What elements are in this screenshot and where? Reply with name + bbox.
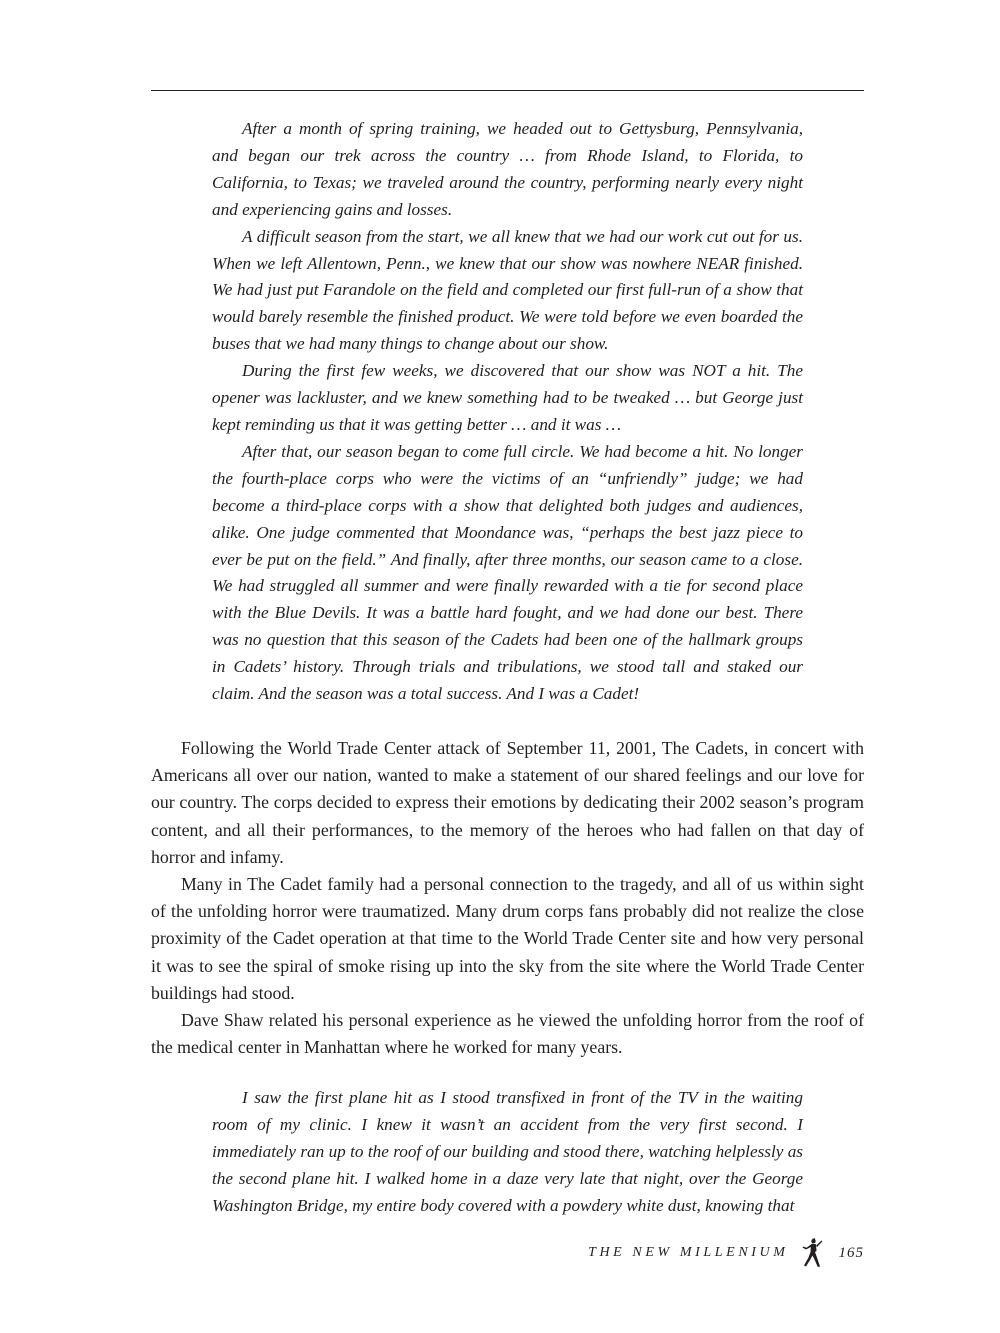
- page-number: 165: [838, 1244, 864, 1261]
- quote-paragraph: A difficult season from the start, we all knew that we had our work cut out for us. When we left Allentown, Penn., we knew that our show was nowhere NEAR finished. We had just put Farandole on the field and completed our first full-run of a show that would barely resemble the finished product. We were told before we even boarded the buses that we had many things to change about our show.: [212, 226, 803, 354]
- quote-paragraph: After a month of spring training, we headed out to Gettysburg, Pennsylvania, and began our trek across the country … from Rhode Island, to Florida, to California, to Texas; we traveled around the country, performing nearly every night and experiencing gains and losses.: [212, 119, 803, 219]
- body-paragraph: Many in The Cadet family had a personal connection to the tragedy, and all of us within sight of the unfolding horror were traumatized. Many drum corps fans probably did not realize the close proximity of the Cadet operation at that time to the World Trade Center site and how very personal it was to see the spiral of smoke rising up into the sky from the site where the World Trade Center buildings had stood.: [151, 874, 864, 1003]
- quote-paragraph: During the first few weeks, we discovered that our show was NOT a hit. The opener was lackluster, and we knew something had to be tweaked … but George just kept reminding us that it was getting better … and it was …: [212, 361, 803, 434]
- block-quote-dave-shaw: [212, 1085, 803, 1220]
- running-head: THE NEW MILLENIUM: [588, 1245, 789, 1260]
- body-paragraph: Dave Shaw related his personal experience as he viewed the unfolding horror from the roof of the medical center in Manhattan where he worked for many years.: [151, 1010, 864, 1058]
- block-quote-cadet-memoir: [212, 116, 803, 708]
- drum-major-silhouette-icon: [799, 1238, 825, 1268]
- body-paragraph: Following the World Trade Center attack of September 11, 2001, The Cadets, in concert with Americans all over our nation, wanted to make a statement of our shared feelings and our love for our country. The corps decided to express their emotions by dedicating their 2002 season’s program content, and all their performances, to the memory of the heroes who had fallen on that day of horror and infamy.: [151, 738, 864, 867]
- quote-paragraph: I saw the first plane hit as I stood transfixed in front of the TV in the waiting room of my clinic. I knew it wasn’t an accident from the very first second. I immediately ran up to the roof of our building and stood there, watching helplessly as the second plane hit. I walked home in a daze very late that night, over the George Washington Bridge, my entire body covered with a powdery white dust, knowing that: [212, 1088, 803, 1215]
- header-rule: [151, 90, 864, 91]
- page-footer: [540, 1238, 864, 1268]
- body-text: [151, 735, 864, 1061]
- quote-paragraph: After that, our season began to come full circle. We had become a hit. No longer the fourth-place corps who were the victims of an “unfriendly” judge; we had become a third-place corps with a show that delighted both judges and audiences, alike. One judge commented that Moondance was, “perhaps the best jazz piece to ever be put on the field.” And finally, after three months, our season came to a close. We had struggled all summer and were finally rewarded with a tie for second place with the Blue Devils. It was a battle hard fought, and we had done our best. There was no question that this season of the Cadets had been one of the hallmark groups in Cadets’ history. Through trials and tribulations, we stood tall and staked our claim. And the season was a total success. And I was a Cadet!: [212, 441, 803, 704]
